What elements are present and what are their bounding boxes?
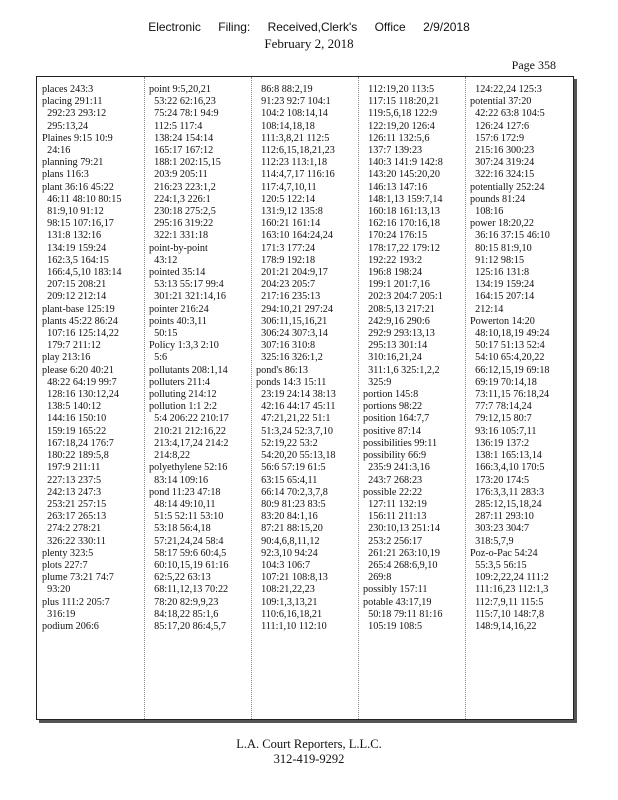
filing-word: Office xyxy=(374,20,406,34)
index-line: 213:4,17,24 214:2 xyxy=(149,437,229,449)
index-line: point 9:5,20,21 xyxy=(149,84,211,95)
index-line: polluters 211:4 xyxy=(149,376,211,388)
index-line: 122:19,20 126:4 xyxy=(363,120,435,132)
index-line: 98:15 107:16,17 xyxy=(42,218,114,230)
index-line: 110:6,16,18,21 xyxy=(256,608,323,620)
index-line: 47:21,21,22 51:1 xyxy=(256,413,331,425)
index-line: 171:3 177:24 xyxy=(256,242,316,254)
index-line: 166:3,4,10 170:5 xyxy=(470,462,545,474)
index-line: 307:16 310:8 xyxy=(256,340,316,352)
index-line: 138:1 165:13,14 xyxy=(470,450,542,462)
index-line: 285:12,15,18,24 xyxy=(470,498,542,510)
index-line: 243:7 268:23 xyxy=(363,474,423,486)
index-line: 52:19,22 53:2 xyxy=(256,437,318,449)
index-line: 203:9 205:11 xyxy=(149,169,208,181)
index-line: Poz-o-Pac 54:24 xyxy=(470,547,538,559)
index-line: 109:2,22,24 111:2 xyxy=(470,572,549,584)
index-line: plant 36:16 45:22 xyxy=(42,181,114,193)
index-frame xyxy=(36,76,574,720)
index-line: 24:16 xyxy=(42,145,71,157)
index-line: 146:13 147:16 xyxy=(363,181,428,193)
index-line: 311:1,6 325:1,2,2 xyxy=(363,364,440,376)
index-line: power 18:20,22 xyxy=(470,218,534,230)
index-line: pointed 35:14 xyxy=(149,267,206,279)
index-column-2 xyxy=(144,77,247,633)
index-line: pollution 1:1 2:2 xyxy=(149,401,217,413)
index-line: 117:15 118:20,21 xyxy=(363,96,440,108)
index-line: 201:21 204:9,17 xyxy=(256,267,328,279)
index-line: 5:4 206:22 210:17 xyxy=(149,413,229,425)
index-line: 165:17 167:12 xyxy=(149,145,214,157)
index-line: 176:3,3,11 283:3 xyxy=(470,486,545,498)
filing-word: Filing: xyxy=(218,20,251,34)
index-line: 163:10 164:24,24 xyxy=(256,230,333,242)
index-line: 111:3,8,21 112:5 xyxy=(256,132,330,144)
index-line: plants 45:22 86:24 xyxy=(42,315,118,327)
index-line: polluting 214:12 xyxy=(149,389,217,401)
index-line: 310:16,21,24 xyxy=(363,352,422,364)
index-line: 216:23 223:1,2 xyxy=(149,181,216,193)
index-line: 253:2 256:17 xyxy=(363,535,423,547)
index-line: potentially 252:24 xyxy=(470,181,545,193)
index-line: portions 98:22 xyxy=(363,401,423,413)
index-line: 274:2 278:21 xyxy=(42,523,102,535)
index-line: point-by-point xyxy=(149,242,208,254)
index-line: 207:15 208:21 xyxy=(42,279,107,291)
index-line: 138:5 140:12 xyxy=(42,401,102,413)
index-column-3 xyxy=(251,77,354,633)
index-line: 85:17,20 86:4,5,7 xyxy=(149,620,226,632)
index-line: planning 79:21 xyxy=(42,157,104,169)
index-line: 159:19 165:22 xyxy=(42,425,107,437)
index-line: 316:19 xyxy=(42,608,76,620)
index-line: 196:8 198:24 xyxy=(363,267,423,279)
index-line: points 40:3,11 xyxy=(149,315,207,327)
index-line: podium 206:6 xyxy=(42,620,99,632)
index-line: 160:21 161:14 xyxy=(256,218,321,230)
filing-word: Electronic xyxy=(148,20,201,34)
index-line: 114:4,7,17 116:16 xyxy=(256,169,335,181)
index-line: 322:1 331:18 xyxy=(149,230,209,242)
index-line: 292:23 293:12 xyxy=(42,108,107,120)
index-line: Powerton 14:20 xyxy=(470,315,535,327)
index-line: 143:20 145:20,20 xyxy=(363,169,440,181)
index-line: 83:14 109:16 xyxy=(149,474,209,486)
index-column-5 xyxy=(465,77,568,633)
index-line: pond's 86:13 xyxy=(256,364,308,376)
index-line: 192:22 193:2 xyxy=(363,254,423,266)
index-line: 126:11 132:5,6 xyxy=(363,132,430,144)
index-line: 134:19 159:24 xyxy=(42,242,107,254)
index-line: 53:18 56:4,18 xyxy=(149,523,211,535)
index-line: 112:7,9,11 115:5 xyxy=(470,596,544,608)
index-line: 48:10,18,19 49:24 xyxy=(470,328,550,340)
index-line: 108:14,18,18 xyxy=(256,120,315,132)
index-line: 105:19 108:5 xyxy=(363,620,423,632)
index-line: possibilities 99:11 xyxy=(363,437,438,449)
index-line: 117:4,7,10,11 xyxy=(256,181,317,193)
index-line: 202:3 204:7 205:1 xyxy=(363,291,443,303)
index-line: 108:21,22,23 xyxy=(256,584,315,596)
index-line: 188:1 202:15,15 xyxy=(149,157,221,169)
index-line: plus 111:2 205:7 xyxy=(42,596,110,608)
index-line: 178:9 192:18 xyxy=(256,254,316,266)
index-line: potable 43:17,19 xyxy=(363,596,432,608)
filing-date: 2/9/2018 xyxy=(423,20,470,34)
index-line: 104:2 108:14,14 xyxy=(256,108,328,120)
index-line: 107:21 108:8,13 xyxy=(256,572,328,584)
index-line: 125:16 131:8 xyxy=(470,267,530,279)
index-line: 112:23 113:1,18 xyxy=(256,157,328,169)
index-line: places 243:3 xyxy=(42,84,94,95)
index-line: 325:9 xyxy=(363,376,392,388)
index-line: 127:11 132:19 xyxy=(363,498,427,510)
index-line: 58:17 59:6 60:4,5 xyxy=(149,547,227,559)
index-line: 162:3,5 164:15 xyxy=(42,254,109,266)
index-line: 261:21 263:10,19 xyxy=(363,547,440,559)
index-line: portion 145:8 xyxy=(363,389,419,401)
index-line: 43:12 xyxy=(149,254,178,266)
index-line: 80:15 81:9,10 xyxy=(470,242,532,254)
index-line: plenty 323:5 xyxy=(42,547,94,559)
index-line: 148:1,13 159:7,14 xyxy=(363,193,443,205)
filing-stamp xyxy=(0,20,618,34)
index-line: 112:5 117:4 xyxy=(149,120,203,132)
index-line: possibility 66:9 xyxy=(363,450,427,462)
index-line: 66:14 70:2,3,7,8 xyxy=(256,486,328,498)
index-line: 84:18,22 85:1,6 xyxy=(149,608,219,620)
index-line: 68:11,12,13 70:22 xyxy=(149,584,229,596)
index-line: 160:18 161:13,13 xyxy=(363,206,440,218)
index-line: 73:11,15 76:18,24 xyxy=(470,389,550,401)
index-line: 62:5,22 63:13 xyxy=(149,572,211,584)
index-line: 79:12,15 80:7 xyxy=(470,413,532,425)
index-line: 50:18 79:11 81:16 xyxy=(363,608,443,620)
index-line: 55:3,5 56:15 xyxy=(470,559,527,571)
index-line: 126:24 127:6 xyxy=(470,120,530,132)
index-line: 48:22 64:19 99:7 xyxy=(42,376,117,388)
document-date: February 2, 2018 xyxy=(264,36,354,51)
index-column-1 xyxy=(37,77,140,633)
index-line: 253:21 257:15 xyxy=(42,498,107,510)
index-line: 60:10,15,19 61:16 xyxy=(149,559,229,571)
index-line: 295:13,24 xyxy=(42,120,89,132)
index-line: 66:12,15,19 69:18 xyxy=(470,364,550,376)
index-line: placing 291:11 xyxy=(42,96,103,108)
index-line: 292:9 293:13,13 xyxy=(363,328,435,340)
index-line: 269:8 xyxy=(363,572,392,584)
index-line: 80:9 81:23 83:5 xyxy=(256,498,326,510)
index-line: 144:16 150:10 xyxy=(42,413,107,425)
index-line: 87:21 88:15,20 xyxy=(256,523,323,535)
index-line: 209:12 212:14 xyxy=(42,291,107,303)
index-line: 138:24 154:14 xyxy=(149,132,214,144)
index-column-4 xyxy=(358,77,461,633)
index-line: 86:8 88:2,19 xyxy=(256,84,313,95)
index-line: 136:19 137:2 xyxy=(470,437,530,449)
index-line: 42:22 63:8 104:5 xyxy=(470,108,545,120)
index-line: pollutants 208:1,14 xyxy=(149,364,228,376)
index-line: 50:15 xyxy=(149,328,178,340)
index-line: pounds 81:24 xyxy=(470,193,526,205)
index-line: 46:11 48:10 80:15 xyxy=(42,193,122,205)
index-line: 53:22 62:16,23 xyxy=(149,96,216,108)
index-line: 131:8 132:16 xyxy=(42,230,102,242)
index-line: 162:16 170:16,18 xyxy=(363,218,440,230)
index-line: 180:22 189:5,8 xyxy=(42,450,109,462)
index-line: 140:3 141:9 142:8 xyxy=(363,157,443,169)
index-line: 166:4,5,10 183:14 xyxy=(42,267,122,279)
index-line: Plaines 9:15 10:9 xyxy=(42,132,113,144)
index-line: 56:6 57:19 61:5 xyxy=(256,462,326,474)
index-line: 217:16 235:13 xyxy=(256,291,321,303)
index-line: 212:14 xyxy=(470,303,504,315)
index-line: 295:16 319:22 xyxy=(149,218,214,230)
index-line: 93:20 xyxy=(42,584,71,596)
index-line: 124:22,24 125:3 xyxy=(470,84,542,95)
index-line: 326:22 330:11 xyxy=(42,535,106,547)
index-line: 91:23 92:7 104:1 xyxy=(256,96,331,108)
index-line: 306:11,15,16,21 xyxy=(256,315,328,327)
index-line: 108:16 xyxy=(470,206,504,218)
index-line: 199:1 201:7,16 xyxy=(363,279,430,291)
index-line: 197:9 211:11 xyxy=(42,462,101,474)
index-line: plans 116:3 xyxy=(42,169,89,181)
index-line: 75:24 78:1 94:9 xyxy=(149,108,219,120)
index-line: possibly 157:11 xyxy=(363,584,428,596)
index-line: 242:9,16 290:6 xyxy=(363,315,430,327)
index-line: 54:20,20 55:13,18 xyxy=(256,450,336,462)
index-line: 36:16 37:15 46:10 xyxy=(470,230,550,242)
index-line: 69:19 70:14,18 xyxy=(470,376,537,388)
index-line: plant-base 125:19 xyxy=(42,303,115,315)
index-line: 294:10,21 297:24 xyxy=(256,303,333,315)
index-line: 90:4,6,8,11,12 xyxy=(256,535,320,547)
index-line: 306:24 307:3,14 xyxy=(256,328,328,340)
index-line: 227:13 237:5 xyxy=(42,474,102,486)
index-line: 303:23 304:7 xyxy=(470,523,530,535)
index-line: 78:20 82:9,9,23 xyxy=(149,596,219,608)
index-line: 235:9 241:3,16 xyxy=(363,462,430,474)
index-line: 77:7 78:14,24 xyxy=(470,401,532,413)
index-line: 204:23 205:7 xyxy=(256,279,316,291)
index-line: 81:9,10 91:12 xyxy=(42,206,104,218)
index-line: 51:5 52:11 53:10 xyxy=(149,511,224,523)
index-line: please 6:20 40:21 xyxy=(42,364,114,376)
index-line: play 213:16 xyxy=(42,352,91,364)
index-line: 83:20 84:1,16 xyxy=(256,511,318,523)
index-line: 120:5 122:14 xyxy=(256,193,316,205)
index-line: 263:17 265:13 xyxy=(42,511,107,523)
index-line: 131:9,12 135:8 xyxy=(256,206,323,218)
index-line: 301:21 321:14,16 xyxy=(149,291,226,303)
index-line: 215:16 300:23 xyxy=(470,145,535,157)
index-line: 111:1,10 112:10 xyxy=(256,620,327,632)
index-line: 318:5,7,9 xyxy=(470,535,514,547)
index-line: polyethylene 52:16 xyxy=(149,462,228,474)
index-line: 92:3,10 94:24 xyxy=(256,547,318,559)
index-line: 115:7,10 148:7,8 xyxy=(470,608,545,620)
index-line: 111:16,23 112:1,3 xyxy=(470,584,549,596)
index-line: Policy 1:3,3 2:10 xyxy=(149,340,219,352)
index-line: 265:4 268:6,9,10 xyxy=(363,559,438,571)
index-line: 322:16 324:15 xyxy=(470,169,535,181)
index-line: position 164:7,7 xyxy=(363,413,430,425)
index-line: 167:18,24 176:7 xyxy=(42,437,114,449)
index-line: 112:6,15,18,21,23 xyxy=(256,145,335,157)
index-line: 242:13 247:3 xyxy=(42,486,102,498)
index-line: 5:6 xyxy=(149,352,168,364)
index-line: 214:8,22 xyxy=(149,450,191,462)
index-line: 91:12 98:15 xyxy=(470,254,525,266)
index-line: 173:20 174:5 xyxy=(470,474,530,486)
index-line: 134:19 159:24 xyxy=(470,279,535,291)
index-line: 287:11 293:10 xyxy=(470,511,534,523)
index-line: 119:5,6,18 122:9 xyxy=(363,108,438,120)
index-line: 295:13 301:14 xyxy=(363,340,428,352)
index-line: possible 22:22 xyxy=(363,486,423,498)
page-footer xyxy=(0,737,618,767)
index-line: ponds 14:3 15:11 xyxy=(256,376,327,388)
index-line: 210:21 212:16,22 xyxy=(149,425,226,437)
index-line: 179:7 211:12 xyxy=(42,340,101,352)
index-line: plots 227:7 xyxy=(42,559,88,571)
index-line: 230:10,13 251:14 xyxy=(363,523,440,535)
index-line: 23:19 24:14 38:13 xyxy=(256,389,336,401)
index-line: 178:17,22 179:12 xyxy=(363,242,440,254)
company-phone: 312-419-9292 xyxy=(273,752,345,766)
index-line: 112:19,20 113:5 xyxy=(363,84,435,95)
company-name: L.A. Court Reporters, L.L.C. xyxy=(236,737,382,751)
index-line: 170:24 176:15 xyxy=(363,230,428,242)
index-line: 128:16 130:12,24 xyxy=(42,389,119,401)
index-line: 224:1,3 226:1 xyxy=(149,193,211,205)
index-line: 42:16 44:17 45:11 xyxy=(256,401,336,413)
index-line: 53:13 55:17 99:4 xyxy=(149,279,224,291)
index-line: 109:1,3,13,21 xyxy=(256,596,318,608)
filing-header xyxy=(0,20,618,52)
index-line: 48:14 49:10,11 xyxy=(149,498,216,510)
index-line: 230:18 275:2,5 xyxy=(149,206,216,218)
index-line: potential 37:20 xyxy=(470,96,532,108)
index-line: 156:11 211:13 xyxy=(363,511,427,523)
index-line: 50:17 51:13 52:4 xyxy=(470,340,545,352)
index-line: positive 87:14 xyxy=(363,425,422,437)
index-line: 208:5,13 217:21 xyxy=(363,303,435,315)
index-line: 107:16 125:14,22 xyxy=(42,328,119,340)
index-line: 307:24 319:24 xyxy=(470,157,535,169)
index-line: 164:15 207:14 xyxy=(470,291,535,303)
index-line: 54:10 65:4,20,22 xyxy=(470,352,545,364)
index-line: 104:3 106:7 xyxy=(256,559,311,571)
filing-word: Received,Clerk's xyxy=(267,20,358,34)
index-line: 57:21,24,24 58:4 xyxy=(149,535,224,547)
page-number: Page 358 xyxy=(511,58,556,72)
index-line: plume 73:21 74:7 xyxy=(42,572,114,584)
index-line: pointer 216:24 xyxy=(149,303,209,315)
index-line: 93:16 105:7,11 xyxy=(470,425,537,437)
index-line: 325:16 326:1,2 xyxy=(256,352,323,364)
index-line: 63:15 65:4,11 xyxy=(256,474,318,486)
index-line: 51:3,24 52:3,7,10 xyxy=(256,425,333,437)
index-line: 157:6 172:9 xyxy=(470,132,525,144)
index-line: 137:7 139:23 xyxy=(363,145,423,157)
index-line: pond 11:23 47:18 xyxy=(149,486,221,498)
index-line: 148:9,14,16,22 xyxy=(470,620,537,632)
